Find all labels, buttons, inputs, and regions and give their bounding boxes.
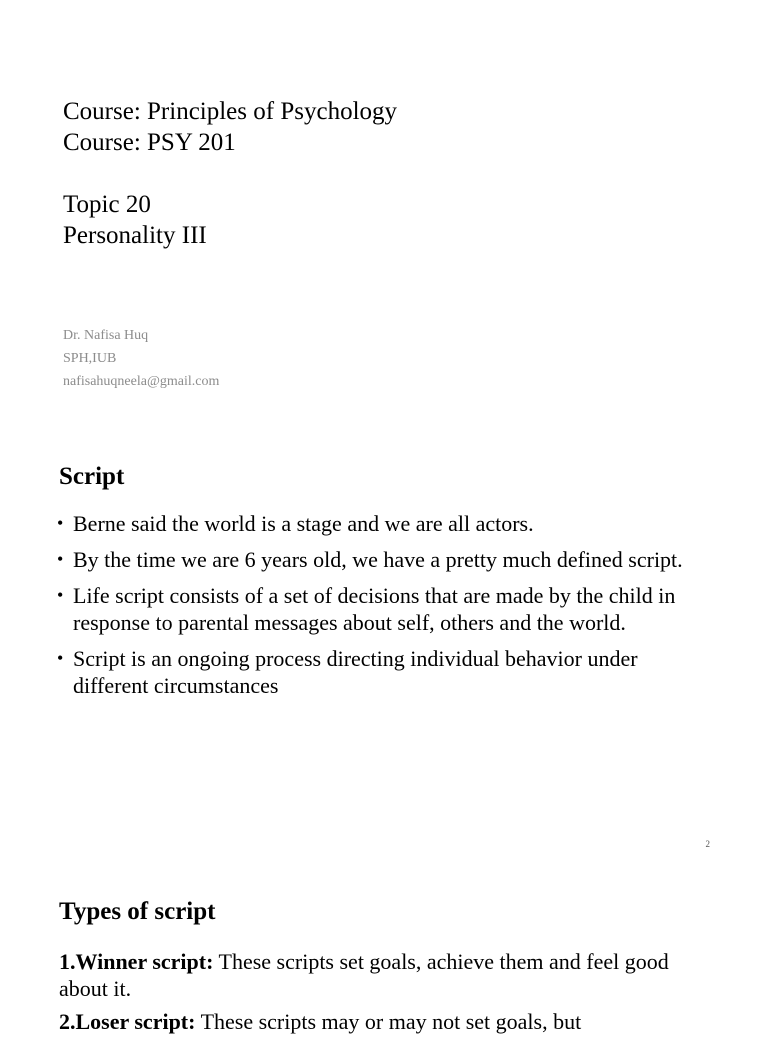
types-of-script-slide: [0, 864, 768, 1034]
bullet-text: Life script consists of a set of decisions that are made by the child in response to parental messages about self, others and the world.: [73, 583, 676, 635]
bullet-icon: •: [57, 648, 64, 668]
bullet-icon: •: [57, 585, 64, 605]
list-item: [57, 582, 717, 636]
author-email: nafisahuqneela@gmail.com: [63, 374, 220, 389]
item-text: These scripts may or may not set goals, but: [195, 1009, 582, 1034]
author-name: Dr. Nafisa Huq: [63, 328, 149, 343]
item-label: 2.Loser script:: [59, 1009, 196, 1034]
bullet-list: [57, 510, 717, 708]
numbered-list: [59, 948, 709, 1041]
item-text: These scripts set goals, achieve them and feel good about it.: [59, 949, 669, 1001]
list-item: [59, 1008, 709, 1035]
slide-heading: Script: [59, 463, 125, 490]
list-item: [57, 645, 717, 699]
author-affiliation: SPH,IUB: [63, 351, 117, 366]
bullet-icon: •: [57, 549, 64, 569]
bullet-text: Script is an ongoing process directing individual behavior under different circumstances: [73, 646, 638, 698]
page-number: 2: [705, 839, 710, 849]
bullet-icon: •: [57, 513, 64, 533]
bullet-text: Berne said the world is a stage and we are all actors.: [73, 511, 534, 536]
item-label: 1.Winner script:: [59, 949, 214, 974]
course-name: Course: Principles of Psychology: [63, 98, 398, 125]
topic-number: Topic 20: [63, 191, 151, 218]
title-slide: [0, 0, 768, 430]
list-item: [57, 510, 717, 537]
list-item: [57, 546, 717, 573]
script-slide: [0, 430, 768, 864]
bullet-text: By the time we are 6 years old, we have a pretty much defined script.: [73, 547, 683, 572]
slide-heading: Types of script: [59, 898, 216, 925]
course-code: Course: PSY 201: [63, 129, 236, 156]
topic-title: Personality III: [63, 222, 207, 249]
list-item: [59, 948, 709, 1002]
